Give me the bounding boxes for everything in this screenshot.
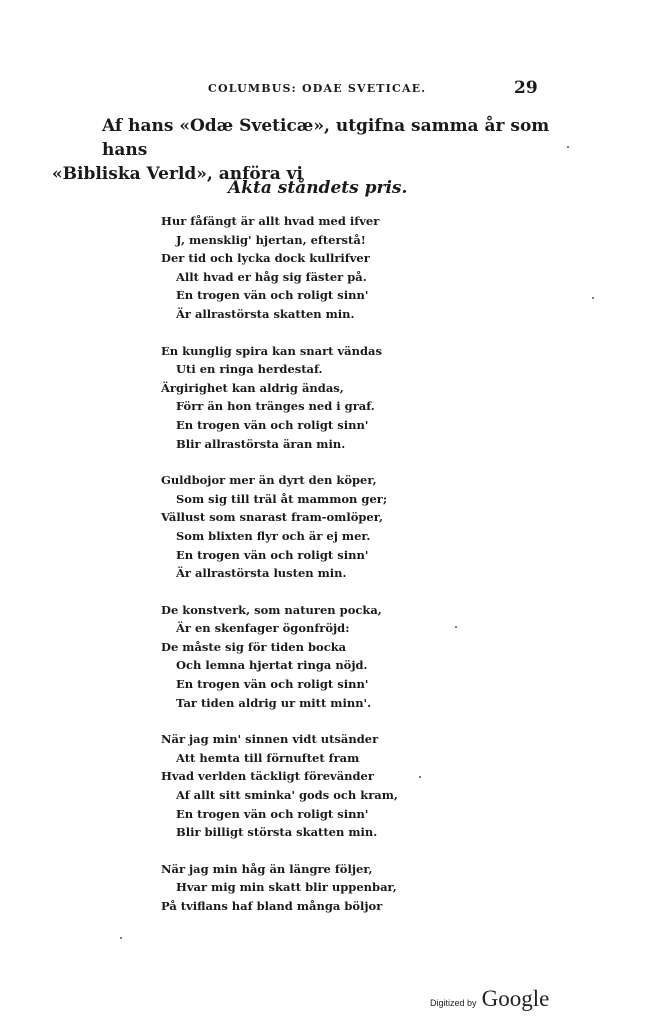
verse-line: Allt hvad er håg sig fäster på. bbox=[176, 269, 367, 284]
verse-line: Hvar mig min skatt blir uppenbar, bbox=[176, 880, 397, 895]
page-number: 29 bbox=[514, 78, 538, 98]
verse-line: Och lemna hjertat ringa nöjd. bbox=[176, 658, 368, 673]
verse-line: Der tid och lycka dock kullrifver bbox=[161, 251, 370, 266]
verse-line: Är allrastörsta skatten min. bbox=[176, 306, 355, 321]
verse-line: Förr än hon tränges ned i graf. bbox=[176, 399, 375, 414]
verse-line: En kunglig spira kan snart vändas bbox=[161, 343, 382, 358]
verse-line: De konstverk, som naturen pocka, bbox=[161, 602, 382, 617]
stanza bbox=[161, 342, 461, 454]
verse-line: Vällust som snarast fram-omlöper, bbox=[161, 510, 383, 525]
paper-speck bbox=[592, 297, 594, 299]
digitized-by-google-watermark bbox=[430, 986, 549, 1010]
poem-body bbox=[161, 212, 461, 934]
intro-line: Af hans «Odæ Sveticæ», utgifna samma år som hans bbox=[102, 116, 550, 160]
running-head: COLUMBUS: ODAE SVETICAE. bbox=[208, 82, 427, 95]
verse-line: Att hemta till förnuftet fram bbox=[176, 750, 360, 765]
verse-line: Ärgirighet kan aldrig ändas, bbox=[161, 380, 344, 395]
verse-line: På tviflans haf bland många böljor bbox=[161, 899, 383, 913]
verse-line: En trogen vän och roligt sinn' bbox=[176, 288, 369, 303]
verse-line: Hur fåfängt är allt hvad med ifver bbox=[161, 214, 380, 228]
intro-line: «Bibliska Verld», anföra vi bbox=[52, 164, 303, 184]
verse-line: J, mensklig' hjertan, efterstå! bbox=[176, 232, 366, 247]
google-wordmark: Google bbox=[481, 986, 550, 1011]
verse-line: Hvad verlden täckligt förevänder bbox=[161, 769, 374, 784]
stanza bbox=[161, 730, 461, 842]
paper-speck bbox=[419, 776, 421, 778]
verse-line: Som sig till träl åt mammon ger; bbox=[176, 491, 388, 506]
poem-title: Äkta ståndets pris. bbox=[228, 178, 408, 198]
verse-line: Blir billigt största skatten min. bbox=[176, 825, 378, 840]
verse-line: Tar tiden aldrig ur mitt minn'. bbox=[176, 695, 372, 710]
verse-line: En trogen vän och roligt sinn' bbox=[176, 806, 369, 821]
paper-speck bbox=[120, 937, 122, 939]
verse-line: Som blixten flyr och är ej mer. bbox=[176, 528, 371, 543]
verse-line: Är en skenfager ögonfröjd: bbox=[176, 621, 350, 636]
stanza bbox=[161, 212, 461, 324]
verse-line: Är allrastörsta lusten min. bbox=[176, 566, 347, 581]
verse-line: En trogen vän och roligt sinn' bbox=[176, 677, 369, 692]
verse-line: När jag min håg än längre följer, bbox=[161, 861, 373, 876]
verse-line: Uti en ringa herdestaf. bbox=[176, 362, 323, 377]
verse-line: En trogen vän och roligt sinn' bbox=[176, 417, 369, 432]
verse-line: Blir allrastörsta äran min. bbox=[176, 436, 346, 451]
verse-line: De måste sig för tiden bocka bbox=[161, 639, 347, 654]
paper-speck bbox=[567, 146, 569, 148]
stanza bbox=[161, 471, 461, 583]
digitized-by-label: Digitized by bbox=[430, 998, 477, 1008]
verse-line: Guldbojor mer än dyrt den köper, bbox=[161, 473, 377, 488]
intro-paragraph bbox=[52, 114, 552, 186]
verse-line: En trogen vän och roligt sinn' bbox=[176, 547, 369, 562]
paper-speck bbox=[455, 626, 457, 628]
stanza bbox=[161, 601, 461, 713]
page-header bbox=[0, 78, 648, 100]
verse-line: När jag min' sinnen vidt utsänder bbox=[161, 732, 379, 747]
verse-line: Af allt sitt sminka' gods och kram, bbox=[176, 788, 398, 803]
stanza bbox=[161, 860, 461, 916]
